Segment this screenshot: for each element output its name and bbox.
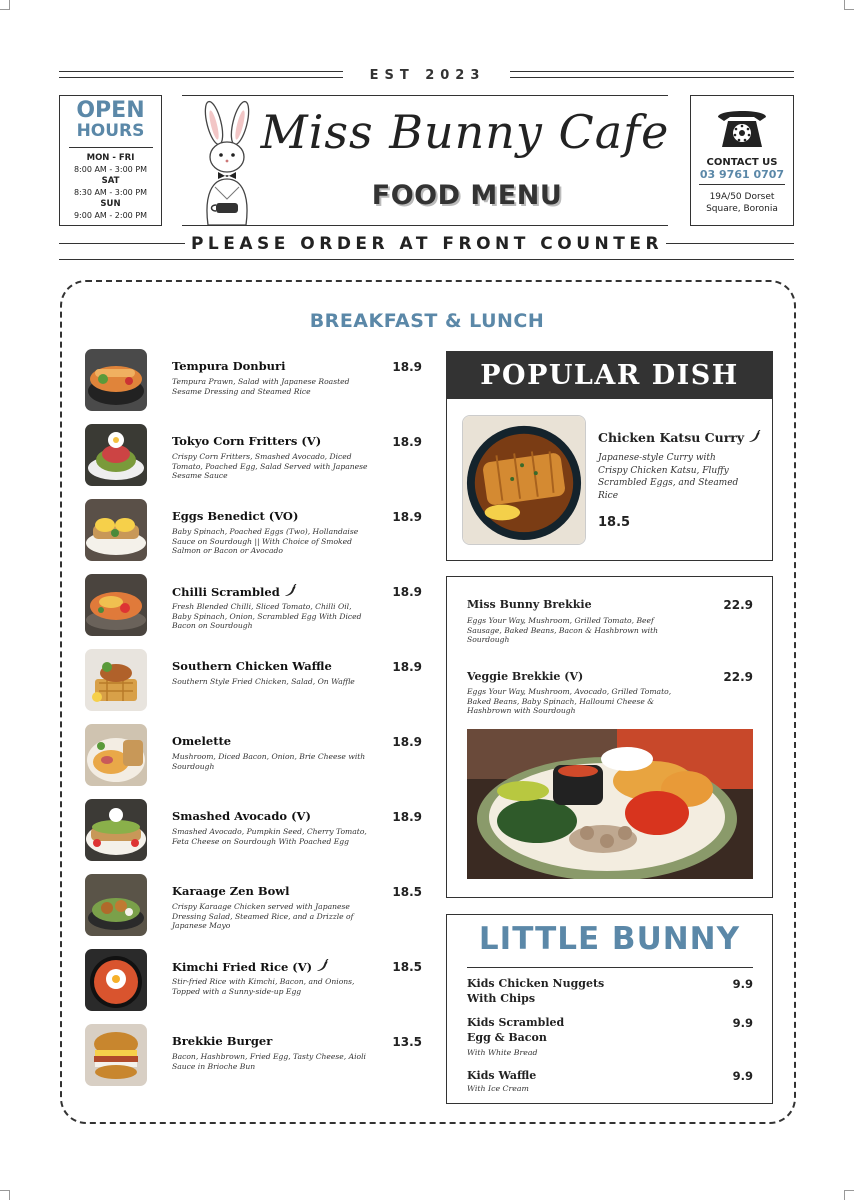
divider <box>699 184 785 185</box>
kids-item-name-line2: Egg & Bacon <box>467 1030 547 1044</box>
bunny-logo-icon <box>188 99 268 225</box>
dish-photo <box>85 499 147 561</box>
kids-item-note: With Ice Cream <box>467 1084 529 1093</box>
kids-item-name-line1: Kids Waffle <box>467 1069 537 1082</box>
dish-photo <box>462 415 586 545</box>
item-name-text: Chilli Scrambled <box>172 585 280 599</box>
menu-item <box>85 649 425 713</box>
big-breakfast-box <box>446 576 773 898</box>
contact-title: CONTACT US <box>706 157 778 168</box>
contact-phone[interactable]: 03 9761 0707 <box>699 168 785 181</box>
established-label: EST 2023 <box>369 68 486 83</box>
item-price: 18.5 <box>392 960 422 974</box>
header-rule <box>510 71 794 72</box>
dish-photo <box>85 799 147 861</box>
header-rule <box>59 71 343 72</box>
contact-box <box>690 95 794 226</box>
banner-rule <box>59 259 794 260</box>
item-price: 18.9 <box>392 810 422 824</box>
kids-item-name-line2: With Chips <box>467 991 536 1005</box>
item-name: Eggs Benedict (VO) <box>172 509 299 523</box>
chili-icon <box>316 959 329 972</box>
dish-photo <box>85 424 147 486</box>
dish-photo <box>85 949 147 1011</box>
popular-dish-name-text: Chicken Katsu Curry <box>598 430 745 445</box>
hours-day: SAT <box>101 176 120 186</box>
popular-dish-title: POPULAR DISH <box>447 352 772 399</box>
kids-item-name-line1: Kids Scrambled <box>467 1016 565 1029</box>
item-price: 13.5 <box>392 1035 422 1049</box>
brand-box <box>182 95 668 226</box>
brand-box-bottom-rule <box>182 225 668 226</box>
header-rule <box>510 77 794 78</box>
menu-item <box>85 724 425 788</box>
banner-rule <box>666 243 794 244</box>
item-description: Crispy Karaage Chicken served with Japanese Dressing Salad, Steamed Rice, and a Drizzle of Japanese Mayo <box>172 902 354 931</box>
hours-time: 9:00 AM - 2:00 PM <box>73 211 148 220</box>
kids-item-name-line1: Kids Chicken Nuggets <box>467 977 605 990</box>
item-name: Smashed Avocado (V) <box>172 809 311 823</box>
divider <box>467 967 753 968</box>
item-description: Eggs Your Way, Mushroom, Grilled Tomato, Beef Sausage, Baked Beans, Bacon & Hashbrown with Sourdough <box>467 616 659 645</box>
item-name-text: Kimchi Fried Rice (V) <box>172 960 313 974</box>
item-name: Southern Chicken Waffle <box>172 659 332 673</box>
item-name: Karaage Zen Bowl <box>172 884 290 898</box>
dish-photo <box>467 729 753 879</box>
item-description: Stir-fried Rice with Kimchi, Bacon, and Onions, Topped with a Sunny-side-up Egg <box>172 977 355 996</box>
order-banner: PLEASE ORDER AT FRONT COUNTER <box>190 234 664 254</box>
item-description: Eggs Your Way, Mushroom, Avocado, Grilled Tomato, Baked Beans, Baby Spinach, Halloumi Cheese & Hashbrown with Sourdough <box>467 687 672 716</box>
hours-time: 8:00 AM - 3:00 PM <box>73 165 148 174</box>
kids-item-price: 9.9 <box>732 977 753 991</box>
kids-item-price: 9.9 <box>732 1016 753 1030</box>
popular-dish-name <box>598 430 774 445</box>
item-price: 18.9 <box>392 585 422 599</box>
kids-item-name <box>467 1069 627 1084</box>
item-name <box>172 584 382 599</box>
crop-mark <box>0 1190 10 1200</box>
menu-item <box>85 574 425 638</box>
popular-dish-box <box>446 351 773 561</box>
chili-icon <box>284 584 297 597</box>
brand-box-top-rule <box>182 95 668 96</box>
item-description: Baby Spinach, Poached Eggs (Two), Hollandaise Sauce on Sourdough || With Choice of Smoked Salmon or Bacon or Avocado <box>172 527 359 556</box>
open-hours-title-line2: HOURS <box>76 121 145 141</box>
telephone-icon <box>714 105 770 153</box>
item-price: 18.9 <box>392 660 422 674</box>
dish-photo <box>85 724 147 786</box>
kids-menu-title: LITTLE BUNNY <box>478 921 741 957</box>
popular-dish-price: 18.5 <box>598 515 631 530</box>
crop-mark <box>844 0 854 10</box>
kids-menu-box <box>446 914 773 1104</box>
dish-photo <box>85 574 147 636</box>
dish-photo <box>85 1024 147 1086</box>
divider <box>69 147 153 148</box>
kids-item-price: 9.9 <box>732 1069 753 1083</box>
menu-item <box>85 874 425 938</box>
item-description: Mushroom, Diced Bacon, Onion, Brie Cheese with Sourdough <box>172 752 366 771</box>
banner-rule <box>59 243 185 244</box>
item-name: Brekkie Burger <box>172 1034 273 1048</box>
kids-item-name <box>467 977 627 1006</box>
item-price: 22.9 <box>723 670 753 684</box>
open-hours-title <box>60 98 161 141</box>
menu-item <box>85 799 425 863</box>
menu-item <box>85 1024 425 1088</box>
popular-dish-description: Japanese-style Curry with Crispy Chicken Katsu, Fluffy Scrambled Eggs, and Steamed Rice <box>598 453 739 501</box>
open-hours-box <box>59 95 162 226</box>
item-name: Tokyo Corn Fritters (V) <box>172 434 322 448</box>
item-name: Omelette <box>172 734 232 748</box>
contact-address: 19A/50 Dorset Square, Boronia <box>706 192 778 214</box>
hours-time: 8:30 AM - 3:00 PM <box>73 188 148 197</box>
item-name: Tempura Donburi <box>172 359 286 373</box>
item-price: 18.9 <box>392 435 422 449</box>
item-price: 18.5 <box>392 885 422 899</box>
menu-item <box>85 424 425 488</box>
dish-photo <box>85 649 147 711</box>
item-name: Veggie Brekkie (V) <box>467 670 584 683</box>
item-price: 18.9 <box>392 735 422 749</box>
item-description: Southern Style Fried Chicken, Salad, On Waffle <box>172 677 355 686</box>
kids-item-name <box>467 1016 627 1045</box>
kids-item-note: With White Bread <box>467 1048 538 1057</box>
hours-day: SUN <box>100 199 121 209</box>
item-description: Smashed Avocado, Pumpkin Seed, Cherry Tomato, Feta Cheese on Sourdough With Poached Egg <box>172 827 367 846</box>
cafe-name: Miss Bunny Cafe <box>260 105 670 159</box>
hours-day: MON - FRI <box>86 153 135 163</box>
item-description: Fresh Blended Chilli, Sliced Tomato, Chilli Oil, Baby Spinach, Onion, Scrambled Egg With Diced Bacon on Sourdough <box>172 602 362 631</box>
item-description: Bacon, Hashbrown, Fried Egg, Tasty Cheese, Aioli Sauce in Brioche Bun <box>172 1052 366 1071</box>
breakfast-lunch-title: BREAKFAST & LUNCH <box>309 310 545 332</box>
item-price: 18.9 <box>392 510 422 524</box>
item-price: 18.9 <box>392 360 422 374</box>
item-price: 22.9 <box>723 598 753 612</box>
item-description: Tempura Prawn, Salad with Japanese Roasted Sesame Dressing and Steamed Rice <box>172 377 350 396</box>
chili-icon <box>748 430 761 443</box>
menu-item <box>85 349 425 413</box>
crop-mark <box>0 0 10 10</box>
crop-mark <box>844 1190 854 1200</box>
item-name <box>172 959 382 974</box>
menu-item <box>85 949 425 1013</box>
menu-item <box>85 499 425 563</box>
food-menu-title: FOOD MENU <box>371 180 563 211</box>
header-rule <box>59 77 343 78</box>
dish-photo <box>85 349 147 411</box>
item-name: Miss Bunny Brekkie <box>467 598 592 611</box>
open-hours-title-line1: OPEN <box>76 98 145 123</box>
dish-photo <box>85 874 147 936</box>
item-description: Crispy Corn Fritters, Smashed Avocado, Diced Tomato, Poached Egg, Salad Served with Japanese Sesame Sauce <box>172 452 368 481</box>
